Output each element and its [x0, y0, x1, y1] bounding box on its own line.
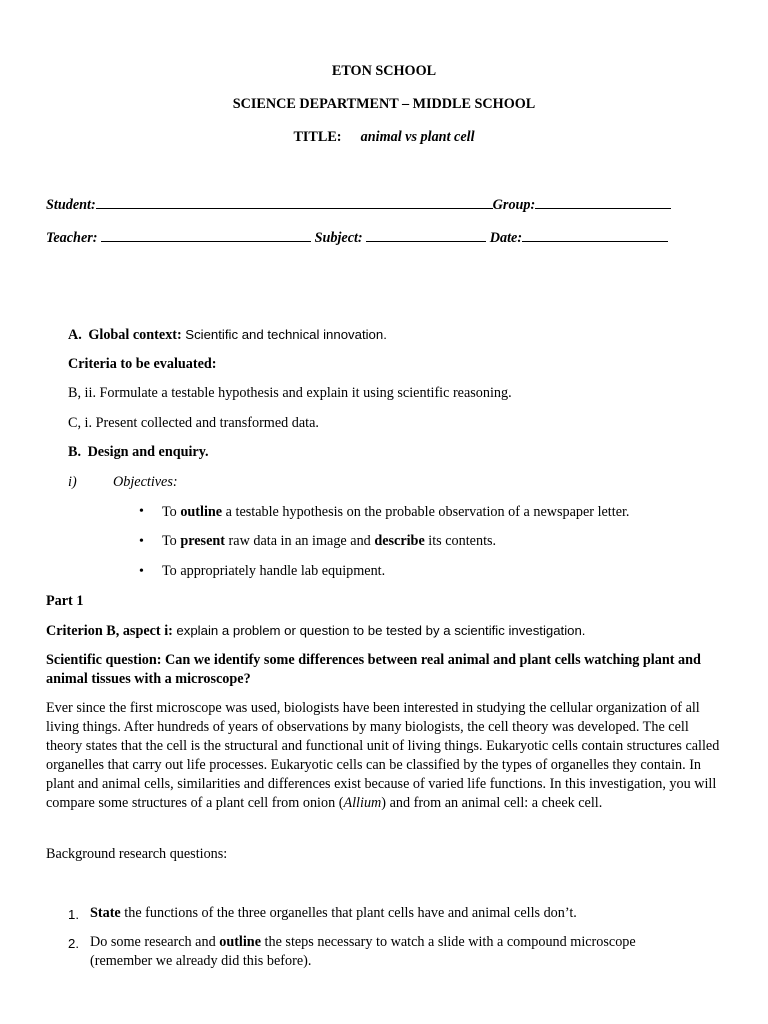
criteria-item: C, i. Present collected and transformed data.: [68, 415, 319, 431]
objective-text: To: [162, 533, 181, 549]
subject-blank[interactable]: [366, 229, 486, 242]
criterion-line: [46, 621, 585, 641]
global-context: [68, 325, 387, 345]
question-text: the steps necessary to watch a slide with a compound microscope (remember we already did this before).: [90, 934, 636, 969]
question-item: [90, 933, 690, 971]
intro-text: Ever since the first microscope was used, biologists have been interested in studying the cellular organization of all living things. After hundreds of years of observations by many biologists, the cell theory was developed. The cell theory states that the cell is the structural and functional unit of living things. Eukaryotic cells contain structures called organelles that carry out life processes. Eukaryotic cells can be classified by the types of organelles they contain. In plant and animal cells, similarities and differences exist because of varied life functions. In this investigation, you will compare some structures of a plant cell from onion (: [46, 700, 720, 811]
background-heading: Background research questions:: [46, 846, 228, 862]
subject-label: Subject:: [314, 230, 363, 246]
objective-text: a testable hypothesis on the probable observation of a newspaper letter.: [222, 504, 630, 520]
objective-text: its contents.: [424, 533, 497, 549]
objectives-label: Objectives:: [113, 474, 178, 490]
global-context-label: Global context:: [88, 327, 182, 343]
date-blank[interactable]: [522, 229, 668, 242]
teacher-label: Teacher:: [46, 230, 98, 246]
question-keyword: outline: [219, 934, 261, 950]
objective-text: raw data in an image and: [225, 533, 375, 549]
bullet-icon: •: [139, 564, 144, 579]
global-context-value: Scientific and technical innovation.: [185, 327, 387, 342]
objective-text: To: [162, 504, 181, 520]
section-b-marker: B.: [68, 444, 82, 460]
objective-item: [162, 532, 496, 551]
part-heading: Part 1: [46, 593, 84, 609]
question-text: Do some research and: [90, 934, 220, 950]
intro-paragraph: [46, 699, 726, 813]
school-name: ETON SCHOOL: [331, 63, 437, 79]
student-label: Student:: [46, 197, 96, 213]
criterion-label: Criterion B, aspect i:: [46, 623, 173, 639]
section-a-marker: A.: [68, 327, 82, 343]
intro-text: ) and from an animal cell: a cheek cell.: [381, 795, 603, 811]
question-number: 1.: [68, 907, 79, 922]
title-value: animal vs plant cell: [360, 129, 475, 145]
objective-keyword: describe: [374, 533, 425, 549]
objective-keyword: outline: [180, 504, 223, 520]
criteria-item: B, ii. Formulate a testable hypothesis and explain it using scientific reasoning.: [68, 385, 512, 401]
scientific-question: Scientific question: Can we identify some differences between real animal and plant cells watching plant and animal tissues with a microscope?: [46, 652, 701, 687]
teacher-blank[interactable]: [101, 229, 311, 242]
date-label: Date:: [489, 230, 523, 246]
question-keyword: State: [90, 905, 121, 921]
criterion-text: explain a problem or question to be tested by a scientific investigation.: [176, 623, 586, 638]
bullet-icon: •: [139, 504, 144, 519]
bullet-icon: •: [139, 534, 144, 549]
question-item: [90, 904, 577, 923]
student-group-row: [46, 196, 671, 215]
group-label: Group:: [492, 197, 536, 213]
teacher-subject-date-row: [46, 229, 668, 248]
question-number: 2.: [68, 936, 79, 951]
objective-item: [162, 503, 629, 522]
worksheet-title: [0, 128, 768, 147]
objective-item: To appropriately handle lab equipment.: [162, 563, 386, 579]
intro-italic: Allium: [343, 795, 382, 811]
objectives-marker: i): [68, 474, 77, 490]
group-blank[interactable]: [535, 196, 671, 209]
objective-keyword: present: [180, 533, 225, 549]
student-blank[interactable]: [96, 196, 493, 209]
design-enquiry: [68, 443, 209, 462]
design-enquiry-label: Design and enquiry.: [87, 444, 209, 460]
department-name: SCIENCE DEPARTMENT – MIDDLE SCHOOL: [232, 96, 536, 112]
question-text: the functions of the three organelles that plant cells have and animal cells don’t.: [120, 905, 577, 921]
criteria-heading: Criteria to be evaluated:: [68, 356, 217, 372]
title-label: TITLE:: [293, 129, 342, 145]
